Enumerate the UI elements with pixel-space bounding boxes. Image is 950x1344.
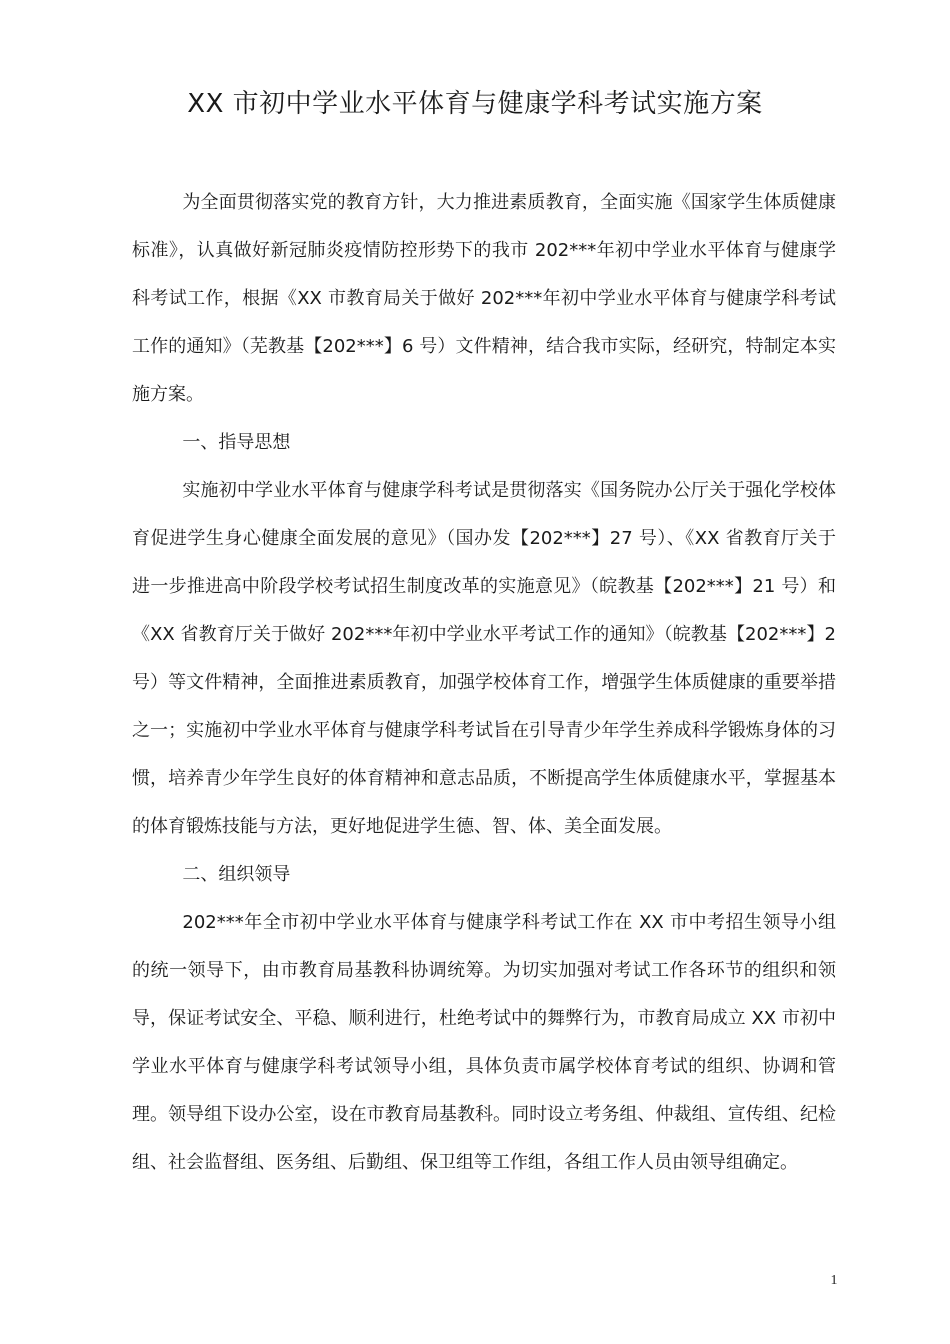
- section-heading-organization: 二、组织领导: [182, 864, 291, 885]
- document-title: XX 市初中学业水平体育与健康学科考试实施方案: [187, 89, 763, 119]
- document-body: [132, 179, 836, 1187]
- page-number: 1: [830, 1273, 838, 1288]
- section-paragraph-guiding-ideology: 实施初中学业水平体育与健康学科考试是贯彻落实《国务院办公厅关于强化学校体育促进学生身心健康全面发展的意见》（国办发【202***】27 号）、《XX 省教育厅关于进一步推进高中阶段学校考试招生制度改革的实施意见》（皖教基【202***】21 号）和《XX 省教育厅关于做好 202***年初中学业水平考试工作的通知》（皖教基【202***】2 号）等文件精神，全面推进素质教育，加强学校体育工作，增强学生体质健康的重要举措之一；实施初中学业水平体育与健康学科考试旨在引导青少年学生养成科学锻炼身体的习惯，培养青少年学生良好的体育精神和意志品质，不断提高学生体质健康水平，掌握基本的体育锻炼技能与方法，更好地促进学生德、智、体、美全面发展。: [132, 480, 836, 837]
- intro-paragraph: 为全面贯彻落实党的教育方针，大力推进素质教育，全面实施《国家学生体质健康标准》，认真做好新冠肺炎疫情防控形势下的我市 202***年初中学业水平体育与健康学科考试工作，根据《XX 市教育局关于做好 202***年初中学业水平体育与健康学科考试工作的通知》（芜教基【202***】6 号）文件精神，结合我市实际，经研究，特制定本实施方案。: [132, 192, 836, 405]
- section-paragraph-organization: 202***年全市初中学业水平体育与健康学科考试工作在 XX 市中考招生领导小组的统一领导下，由市教育局基教科协调统筹。为切实加强对考试工作各环节的组织和领导，保证考试安全、平稳、顺利进行，杜绝考试中的舞弊行为，市教育局成立 XX 市初中学业水平体育与健康学科考试领导小组，具体负责市属学校体育考试的组织、协调和管理。领导组下设办公室，设在市教育局基教科。同时设立考务组、仲裁组、宣传组、纪检组、社会监督组、医务组、后勤组、保卫组等工作组，各组工作人员由领导组确定。: [132, 912, 836, 1173]
- section-heading-guiding-ideology: 一、指导思想: [182, 432, 291, 453]
